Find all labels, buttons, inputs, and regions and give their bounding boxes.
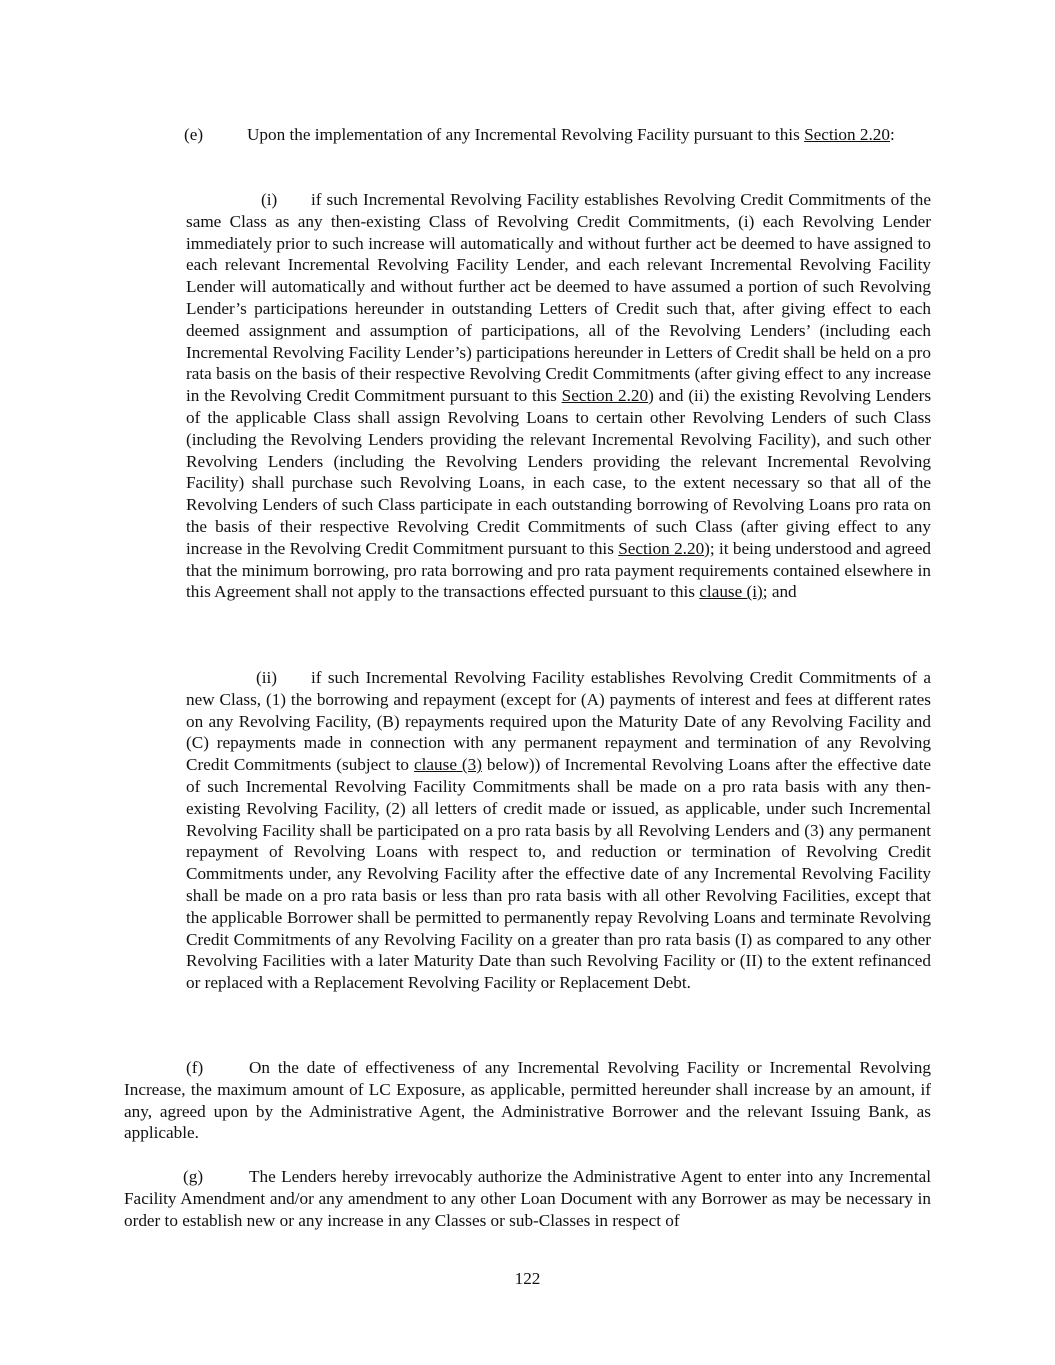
clause-i-label: (i) [261,190,278,209]
clause-i-text-4: ; and [762,582,797,602]
paragraph-e [124,124,931,146]
section-2-20-reference: Section 2.20 [618,538,705,558]
paragraph-f-text: On the date of effectiveness of any Incremental Revolving Facility or Incremental Revolving Increase, the maximum amount of LC Exposure, as applicable, permitted hereunder shall increase by an amount, if any, agreed upon by the Administrative Agent, the Administrative Borrower and the relevant Issuing Bank, as applicable. [124,1058,931,1143]
paragraph-g-text: The Lenders hereby irrevocably authorize the Administrative Agent to enter into any Incremental Facility Amendment and/or any amendment to any other Loan Document with any Borrower as may be necessary in order to establish new or any increase in any Classes or sub-Classes in respect of [124,1167,931,1230]
paragraph-f-label: (f) [186,1058,204,1077]
paragraph-g-label: (g) [183,1167,204,1186]
clause-3-reference: clause (3) [414,755,482,775]
paragraph-e-label: (e) [184,125,204,144]
paragraph-e-text-end: : [890,125,895,144]
paragraph-e-text: Upon the implementation of any Incremental Revolving Facility pursuant to this [247,125,805,144]
clause-i-text-1: if such Incremental Revolving Facility establishes Revolving Credit Commitments of the same Class as any then-existing Class of Revolving Credit Commitments, (i) each Revolving Lender immediately prior to such increase will automatically and without further act be deemed to have assigned to each relevant Incremental Revolving Facility Lender, and each relevant Incremental Revolving Facility Lender will automatically and without further act be deemed to have assumed a portion of such Revolving Lender’s participations hereunder in outstanding Letters of Credit such that, after giving effect to each deemed assignment and assumption of participations, all of the Revolving Lenders’ (including each Incremental Revolving Facility Lender’s) participations hereunder in Letters of Credit shall be held on a pro rata basis on the basis of their respective Revolving Credit Commitments (after giving effect to any increase in the Revolving Credit Commitment pursuant to this [186,190,931,406]
clause-i-reference: clause (i) [699,582,763,602]
paragraph-g [124,1166,931,1231]
paragraph-f [124,1057,931,1144]
clause-ii [186,667,931,994]
section-2-20-reference: Section 2.20 [561,386,649,406]
clause-i-text-2: ) and (ii) the existing Revolving Lenders of the applicable Class shall assign Revolving Loans to certain other Revolving Lenders of such Class (including the Revolving Lenders providing the relevant Incremental Revolving Facility), and such other Revolving Lenders (including the Revolving Lenders providing the relevant Incremental Revolving Facility) shall purchase such Revolving Loans, in each case, to the extent necessary so that all of the Revolving Lenders of such Class participate in each outstanding borrowing of Revolving Loans pro rata on the basis of their respective Revolving Credit Commitments of such Class (after giving effect to any increase in the Revolving Credit Commitment pursuant to this [186,386,932,558]
section-2-20-reference: Section 2.20 [804,125,890,144]
page-number: 122 [514,1269,541,1288]
clause-i-text-3: ); it being understood and agreed that the minimum borrowing, pro rata borrowing and pro rata payment requirements contained elsewhere in this Agreement shall not apply to the transactions effected pursuant to this [186,538,931,602]
clause-i [186,189,931,603]
clause-ii-label: (ii) [256,668,277,687]
clause-ii-text-2: below)) of Incremental Revolving Loans after the effective date of such Incremental Revolving Facility Commitments shall be made on a pro rata basis with any then-existing Revolving Facility, (2) all letters of credit made or issued, as applicable, under such Incremental Revolving Facility shall be participated on a pro rata basis by all Revolving Lenders and (3) any permanent repayment of Revolving Loans with respect to, and reduction or termination of Revolving Credit Commitments under, any Revolving Facility after the effective date of any Incremental Revolving Facility shall be made on a pro rata basis or less than pro rata basis with all other Revolving Facilities, except that the applicable Borrower shall be permitted to permanently repay Revolving Loans and terminate Revolving Credit Commitments of any Revolving Facility on a greater than pro rata basis (I) as compared to any other Revolving Facilities with a later Maturity Date than such Revolving Facility or (II) to the extent refinanced or replaced with a Replacement Revolving Facility or Replacement Debt. [186,755,931,993]
clause-ii-text-1: if such Incremental Revolving Facility establishes Revolving Credit Commitments of a new Class, (1) the borrowing and repayment (except for (A) payments of interest and fees at different rates on any Revolving Facility, (B) repayments required upon the Maturity Date of any Revolving Facility and (C) repayments made in connection with any permanent repayment and termination of any Revolving Credit Commitments (subject to [186,668,931,775]
